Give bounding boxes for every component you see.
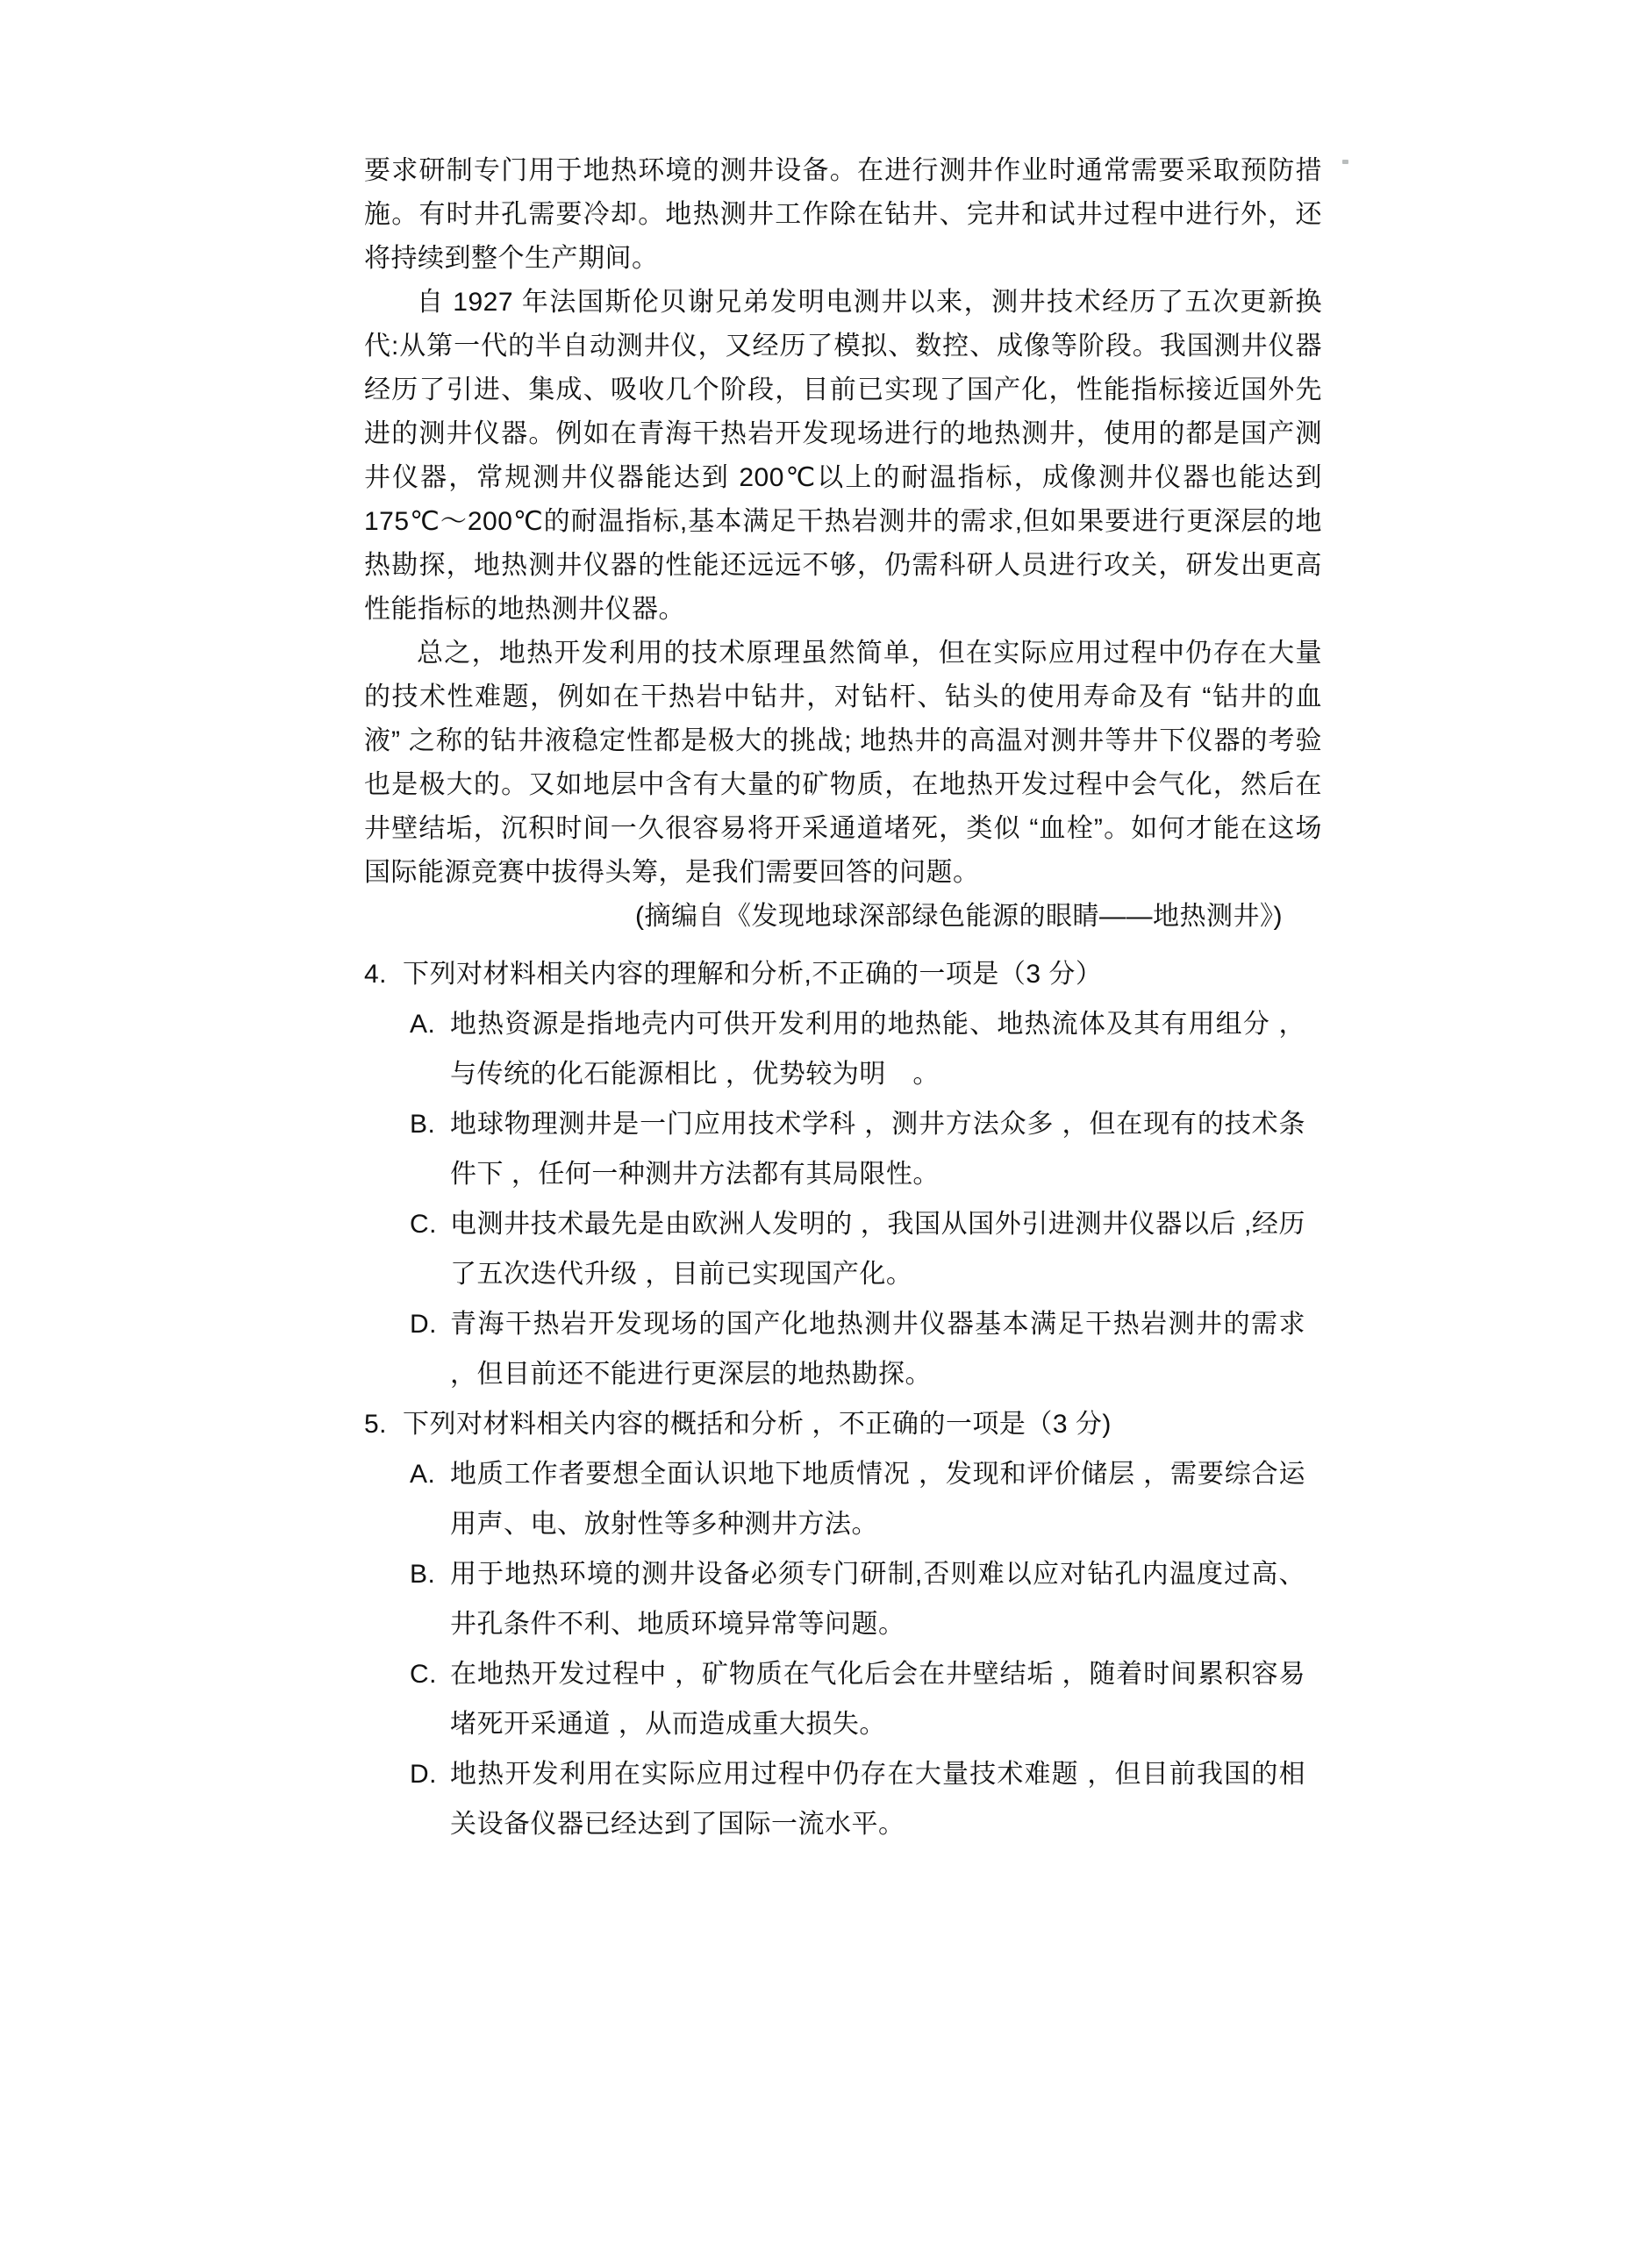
option-text-d: 青海干热岩开发现场的国产化地热测井仪器基本满足干热岩测井的需求 ，但目前还不能进行更深层的地热勘探。	[450, 1310, 1305, 1389]
question-5-option-a	[364, 1449, 1322, 1549]
page-content	[364, 149, 1322, 1849]
option-text-a: 地质工作者要想全面认识地下地质情况 ，发现和评价储层 ，需要综合运用声、电、放射性等多种测井方法。	[450, 1460, 1305, 1539]
option-text-a: 地热资源是指地壳内可供开发利用的地热能、地热流体及其有用组分 ，与传统的化石能源相比 ，优势较为明 。	[450, 1010, 1305, 1089]
option-label-d: D.	[410, 1760, 437, 1789]
option-text-c: 电测井技术最先是由欧洲人发明的 ，我国从国外引进测井仪器以后 ,经历了五次迭代升级 ，目前已实现国产化。	[450, 1210, 1305, 1289]
option-label-b: B.	[410, 1560, 436, 1589]
option-text-b: 用于地热环境的测井设备必须专门研制,否则难以应对钻孔内温度过高、井孔条件不利、地质环境异常等问题。	[450, 1560, 1305, 1639]
body-paragraph-3: 总之，地热开发利用的技术原理虽然简单，但在实际应用过程中仍存在大量的技术性难题，例如在干热岩中钻井，对钻杆、钻头的使用寿命及有 “钻井的血液” 之称的钻井液稳定性都是极大的挑战; 地热井的高温对测井等井下仪器的考验也是极大的。又如地层中含有大量的矿物质，在地热开发过程中会气化，然后在井壁结垢，沉积时间一久很容易将开采通道堵死，类似 “血栓”。如何才能在这场国际能源竞赛中拔得头筹，是我们需要回答的问题。	[364, 639, 1322, 887]
source-attribution: (摘编自《发现地球深部绿色能源的眼睛——地热测井》)	[635, 902, 1283, 931]
body-paragraph-1: 要求研制专门用于地热环境的测井设备。在进行测井作业时通常需要采取预防措施。有时井孔需要冷却。地热测井工作除在钻井、完井和试井过程中进行外，还将持续到整个生产期间。	[364, 156, 1322, 273]
question-4-stem: 下列对材料相关内容的理解和分析,不正确的一项是（3 分）	[403, 960, 1103, 989]
question-4	[364, 949, 1322, 999]
option-label-c: C.	[410, 1660, 437, 1689]
question-5-number: 5.	[364, 1410, 388, 1439]
option-text-d: 地热开发利用在实际应用过程中仍存在大量技术难题 ，但目前我国的相关设备仪器已经达到了国际一流水平。	[450, 1760, 1305, 1839]
question-4-number: 4.	[364, 960, 388, 989]
scan-artifact-speck	[1342, 160, 1348, 164]
question-4-option-b	[364, 1099, 1322, 1199]
option-label-d: D.	[410, 1310, 437, 1339]
question-5	[364, 1399, 1322, 1449]
question-5-option-c	[364, 1649, 1322, 1749]
option-label-b: B.	[410, 1110, 436, 1139]
question-4-option-c	[364, 1199, 1322, 1299]
question-4-option-a	[364, 999, 1322, 1099]
option-label-a: A.	[410, 1010, 436, 1039]
body-paragraph-2: 自 1927 年法国斯伦贝谢兄弟发明电测井以来，测井技术经历了五次更新换代:从第一代的半自动测井仪，又经历了模拟、数控、成像等阶段。我国测井仪器经历了引进、集成、吸收几个阶段，目前已实现了国产化，性能指标接近国外先进的测井仪器。例如在青海干热岩开发现场进行的地热测井，使用的都是国产测井仪器，常规测井仪器能达到 200℃以上的耐温指标，成像测井仪器也能达到 175℃～200℃的耐温指标,基本满足干热岩测井的需求,但如果要进行更深层的地热勘探，地热测井仪器的性能还远远不够，仍需科研人员进行攻关，研发出更高性能指标的地热测井仪器。	[364, 288, 1322, 624]
question-5-option-b	[364, 1549, 1322, 1649]
option-label-c: C.	[410, 1210, 437, 1239]
question-5-option-d	[364, 1749, 1322, 1849]
option-text-c: 在地热开发过程中 ，矿物质在气化后会在井壁结垢 ，随着时间累积容易堵死开采通道 ，从而造成重大损失。	[450, 1660, 1305, 1739]
option-text-b: 地球物理测井是一门应用技术学科 ，测井方法众多 ，但在现有的技术条件下 ，任何一种测井方法都有其局限性。	[450, 1110, 1305, 1189]
question-4-option-d	[364, 1299, 1322, 1399]
questions-section	[364, 949, 1322, 1849]
question-5-stem: 下列对材料相关内容的概括和分析 ，不正确的一项是（3 分)	[403, 1410, 1112, 1439]
option-label-a: A.	[410, 1460, 436, 1489]
